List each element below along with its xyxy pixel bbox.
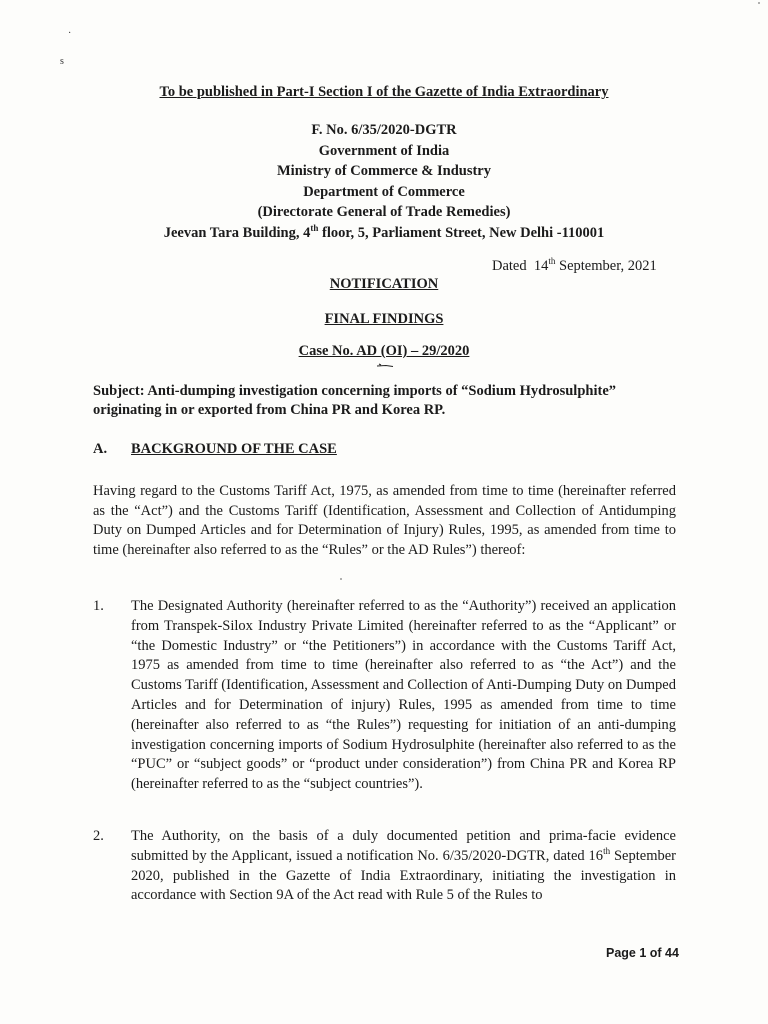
section-letter: A.: [93, 441, 108, 457]
notification-title: NOTIFICATION: [329, 276, 439, 292]
office-address: Jeevan Tara Building, 4th floor, 5, Parliament Street, New Delhi -110001: [163, 222, 605, 241]
item-number: 2.: [93, 828, 104, 844]
scan-speck: [340, 578, 342, 580]
item-text: The Authority, on the basis of a duly documented petition and prima-facie evidence submitted by the Applicant, issued a notification No. 6/35/2020-DGTR, dated 16th September 2020, published in the Gazette of India Extraordinary, initiating the investigation in accordance with Section 9A of the Act read with Rule 5 of the Rules to: [131, 828, 676, 904]
final-findings-title: FINAL FINDINGS: [324, 311, 444, 327]
scan-speck: s: [60, 56, 64, 67]
department-name: Department of Commerce: [303, 183, 465, 200]
subject-line: Subject: Anti-dumping investigation concerning imports of “Sodium Hydrosulphite” originating in or exported from China PR and Korea RP.: [93, 383, 617, 418]
file-number: F. No. 6/35/2020-DGTR: [311, 122, 457, 138]
directorate-name: (Directorate General of Trade Remedies): [257, 204, 511, 220]
case-number: Case No. AD (OI) – 29/2020: [298, 343, 470, 359]
scan-speck: ·: [68, 28, 72, 39]
section-heading: [93, 441, 337, 458]
scan-speck: [758, 2, 760, 4]
dated-line: Dated 14th September, 2021: [492, 256, 657, 274]
ministry-name: Ministry of Commerce & Industry: [277, 163, 491, 179]
intro-paragraph: Having regard to the Customs Tariff Act, 1975, as amended from time to time (hereinafter referred as the “Act”) and the Customs Tariff (Identification, Assessment and Collection of Antidumping Duty on Dumped Articles and for Determination of Injury) Rules, 1995, as amended from time to time (hereinafter also referred to as the “Rules” or the AD Rules”) thereof:: [93, 483, 676, 558]
item-text: The Designated Authority (hereinafter referred to as the “Authority”) received an application from Transpek-Silox Industry Private Limited (hereinafter referred to as the “Applicant” or “the Domestic Industry” or “the Petitioners”) in accordance with the Customs Tariff Act, 1975 as amended from time to time (hereinafter also referred to as “the Act”) and the Customs Tariff (Identification, Assessment and Collection of Anti-Dumping Duty on Dumped Articles and for Determination of injury) Rules, 1995 as amended from time to time (hereinafter also referred to as “the Rules”) requesting for initiation of an anti-dumping investigation concerning imports of Sodium Hydrosulphite (hereinafter also referred to as the “PUC” or “subject goods” or “product under consideration”) from China PR and Korea RP (hereinafter referred to as the “subject countries”).: [131, 598, 676, 793]
section-title: BACKGROUND OF THE CASE: [131, 441, 337, 457]
document-header: [0, 120, 768, 243]
item-number: 1.: [93, 598, 104, 614]
government-name: Government of India: [318, 142, 450, 159]
gazette-line: To be published in Part-I Section I of the Gazette of India Extraordinary: [159, 84, 609, 100]
pen-mark: [376, 362, 394, 368]
page-number: Page 1 of 44: [606, 946, 679, 960]
